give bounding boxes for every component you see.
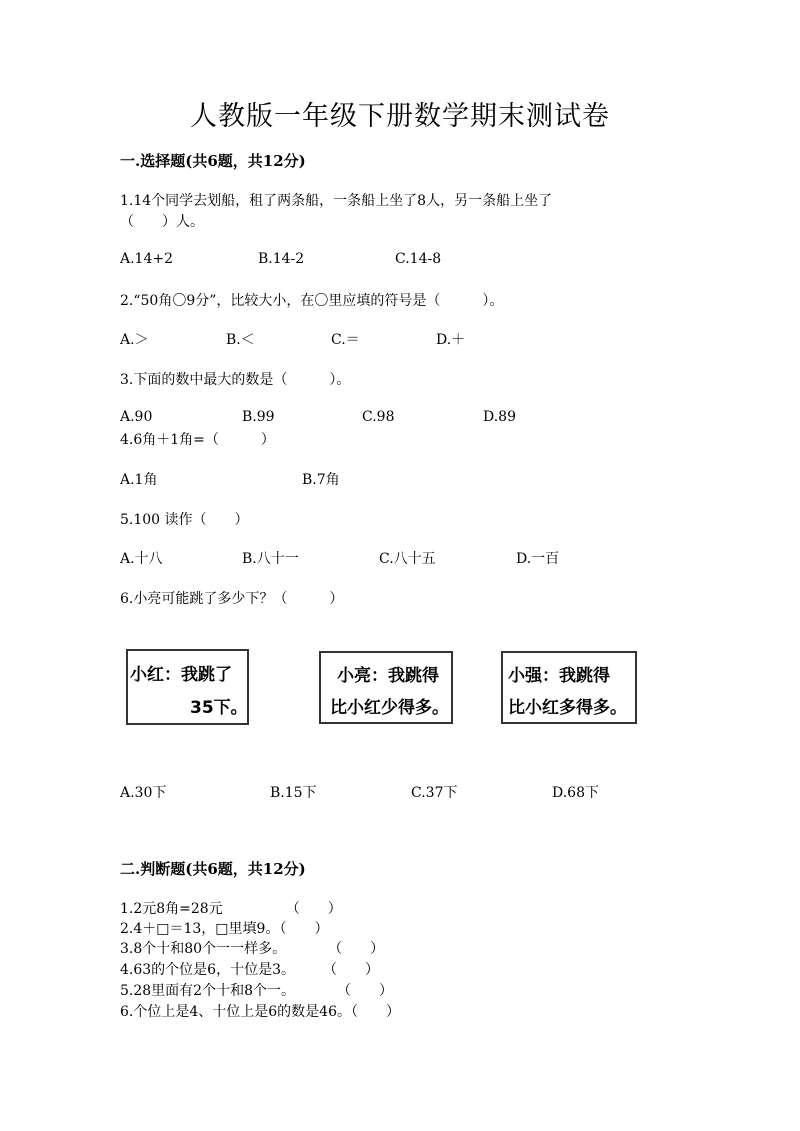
q6-option-a[interactable]: A.30下: [120, 785, 167, 801]
speech-box-line: 小强：我跳得: [508, 666, 610, 686]
speech-box-line: 比小红多得多。: [508, 698, 627, 718]
q2-option-c[interactable]: C.＝: [331, 332, 360, 348]
speech-box-line: 35下。: [190, 698, 248, 718]
speech-box-line: 比小红少得多。: [330, 698, 449, 718]
q5-option-b[interactable]: B.八十一: [242, 551, 299, 567]
q2-option-d[interactable]: D.＋: [436, 332, 466, 348]
question-5-text: 5.100 读作（ ）: [120, 512, 249, 528]
q4-option-a[interactable]: A.1角: [120, 472, 158, 488]
section-heading-judgment: 二.判断题(共6题，共12分): [120, 860, 306, 878]
q1-option-a[interactable]: A.14+2: [120, 251, 174, 267]
speech-box-line: 小红：我跳了: [130, 665, 232, 685]
q6-option-b[interactable]: B.15下: [270, 785, 317, 801]
q1-option-c[interactable]: C.14-8: [395, 251, 442, 267]
speech-box-xiaoqiang: [501, 651, 637, 724]
q3-option-b[interactable]: B.99: [242, 409, 275, 425]
section-heading-choice: 一.选择题(共6题，共12分): [120, 152, 306, 170]
judgment-item-3: 3.8个十和80个一一样多。 （ ）: [120, 941, 385, 957]
question-4-text: 4.6角＋1角=（ ）: [120, 432, 275, 448]
speech-box-xiaohong: [126, 649, 249, 725]
question-2-text: 2.“50角〇9分”，比较大小，在〇里应填的符号是（ ）。: [120, 293, 504, 309]
judgment-item-1: 1.2元8角=28元 （ ）: [120, 901, 342, 917]
q2-option-b[interactable]: B.＜: [226, 332, 255, 348]
q1-option-b[interactable]: B.14-2: [258, 251, 305, 267]
q2-option-a[interactable]: A.＞: [120, 332, 149, 348]
q5-option-c[interactable]: C.八十五: [379, 551, 436, 567]
page-title: 人教版一年级下册数学期末测试卷: [190, 101, 610, 132]
question-1-text-cont: （ ）人。: [120, 214, 204, 230]
question-3-text: 3.下面的数中最大的数是（ ）。: [120, 372, 351, 388]
question-6-text: 6.小亮可能跳了多少下？（ ）: [120, 591, 344, 607]
q6-option-c[interactable]: C.37下: [411, 785, 458, 801]
judgment-item-6: 6.个位上是4、十位上是6的数是46。（ ）: [120, 1004, 400, 1020]
q3-option-a[interactable]: A.90: [120, 409, 153, 425]
q3-option-c[interactable]: C.98: [362, 409, 395, 425]
q5-option-d[interactable]: D.一百: [516, 551, 560, 567]
speech-box-line: 小亮：我跳得: [337, 666, 439, 686]
question-1-text: 1.14个同学去划船，租了两条船，一条船上坐了8人，另一条船上坐了: [120, 193, 553, 209]
speech-box-xiaoliang: [319, 651, 453, 724]
judgment-item-4: 4.63的个位是6，十位是3。 （ ）: [120, 962, 379, 978]
q6-option-d[interactable]: D.68下: [552, 785, 599, 801]
q4-option-b[interactable]: B.7角: [302, 472, 340, 488]
judgment-item-2: 2.4＋□＝13，□里填9。（ ）: [120, 921, 329, 937]
q3-option-d[interactable]: D.89: [483, 409, 516, 425]
q5-option-a[interactable]: A.十八: [120, 551, 163, 567]
judgment-item-5: 5.28里面有2个十和8个一。 （ ）: [120, 983, 393, 999]
